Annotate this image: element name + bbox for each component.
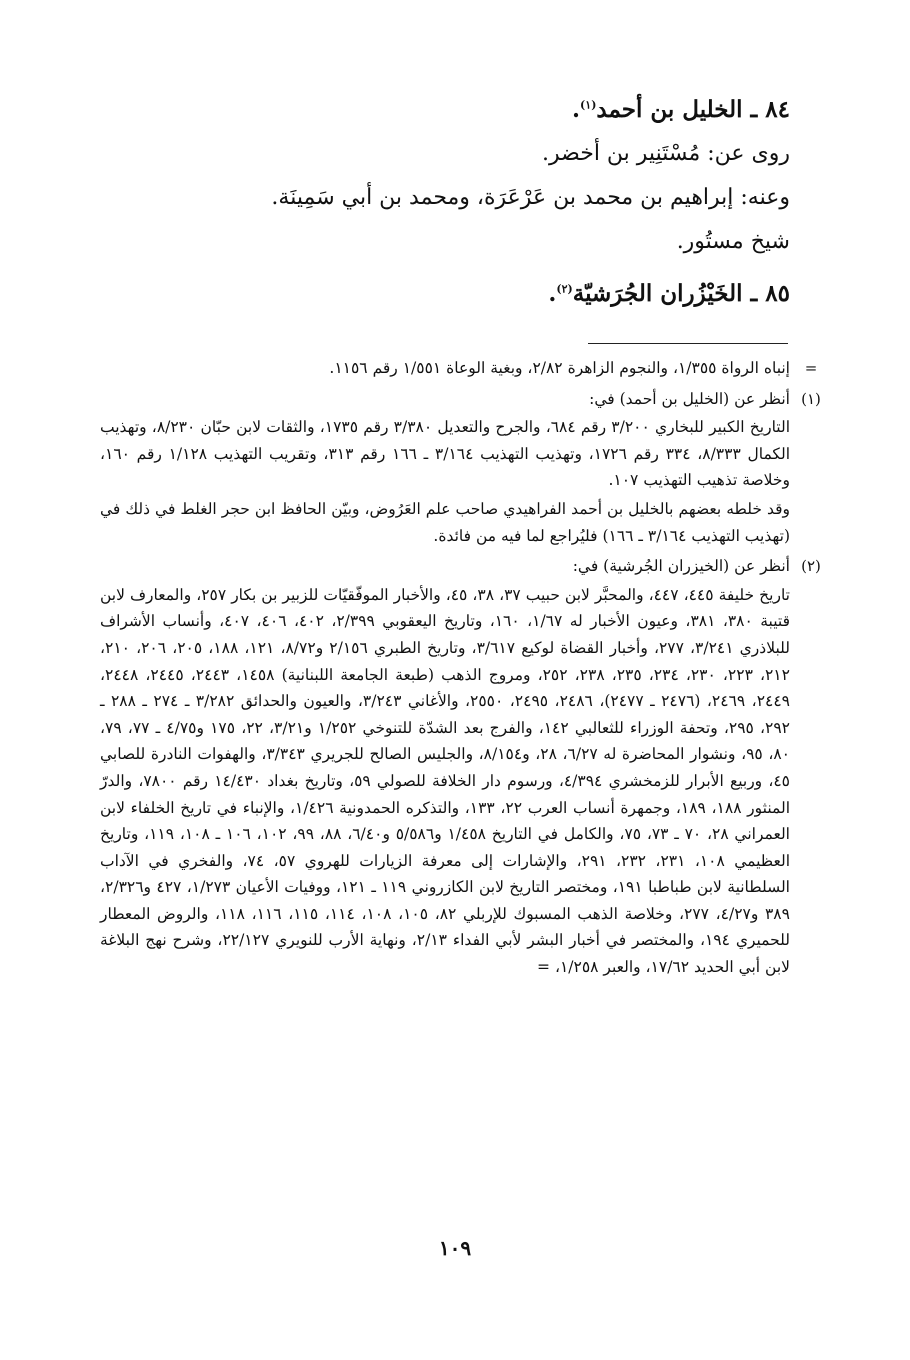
entry-84-title: ٨٤ ـ الخليل بن أحمد	[596, 96, 790, 123]
footnote-2-intro: أنظر عن (الخيزران الجُرشية) في:	[572, 557, 790, 576]
entry-85-title-end: .	[548, 280, 557, 307]
footnote-1-marker: (١)	[801, 389, 821, 408]
entry-85-heading	[110, 272, 790, 316]
entry-84-narrators: وعنه: إبراهيم بن محمد بن عَرْعَرَة، ومحمد بن أبي سَمِينَة.	[271, 185, 790, 210]
footnote-1-intro: أنظر عن (الخليل بن أحمد) في:	[589, 389, 790, 408]
footnote-separator	[588, 343, 788, 344]
footnote-1	[100, 386, 821, 550]
footnote-ref-2[interactable]: (٢)	[556, 282, 573, 296]
continuation-marker: =	[804, 359, 818, 377]
entry-84-narrated-from: روى عن: مُسْتَنِير بن أخضر.	[542, 141, 790, 166]
footnote-1-sources: التاريخ الكبير للبخاري ٣/٢٠٠ رقم ٦٨٤، والجرح والتعديل ٣/٣٨٠ رقم ١٧٣٥، والثقات لابن حبّان ٨/٢٣٠، وتهذيب الكمال ٨/٣٣٣، ٣٣٤ رقم ١٧٢٦، وتهذيب التهذيب ٣/١٦٤ ـ ١٦٦ رقم ٣١٣، وتقريب التهذيب ١/١٢٨ رقم ١٦٠، وخلاصة تذهيب التهذيب ١٠٧.	[100, 418, 791, 490]
entry-84-grade: شيخ مستُور.	[676, 229, 790, 254]
footnote-2-sources: تاريخ خليفة ٤٤٥، ٤٤٧، والمحبَّر لابن حبيب ٣٧، ٣٨، ٤٥، والأخبار الموفّقيّات للزبير بن بكار ٢٥٧، والمعارف لابن قتيبة ٣٨٠، ٣٨١، وعيون الأخبار له ١/٦٧، ١٦٠، وتاريخ اليعقوبي ٢/٣٩٩، ٤٠٢، ٤٠٦، ٤٠٧، وأنساب الأشراف للبلاذري ٣/٢٤١، ٢٧٧، وأخبار القضاة لوكيع ٣/٦١٧، وتاريخ الطبري ٢/١٥٦ و٨/٧٢، ١٢١، ١٨٨، ٢٠٥، ٢٠٦، ٢١٠، ٢١٢، ٢٢٣، ٢٣٠، ٢٣٤، ٢٣٥، ٢٣٨، ٢٥٢، ومروج الذهب (طبعة الجامعة اللبنانية) ١٤٥٨، ٢٤٤٣، ٢٤٤٥، ٢٤٤٨، ٢٤٤٩، ٢٤٦٩، (٢٤٧٦ ـ ٢٤٧٧)، ٢٤٨٦، ٢٤٩٥، ٢٥٥٠، والأغاني ٣/٢٤٣، والعيون والحدائق ٣/٢٨٢ ـ ٢٧٤ ـ ٢٨٨ ـ ٢٩٢، ٢٩٥، وتحفة الوزراء للثعالبي ١٤٢، والفرج بعد الشدّة للتنوخي ١/٢٥٢ و٣/٢١، ٢٢، ١٧٥ و٤/٧٥ ـ ٧٧، ٧٩، ٨٠، ٩٥، ونشوار المحاضرة له ٦/٢٧، ٢٨، و٨/١٥٤، والجليس الصالح للجريري ٣/٣٤٣، والهفوات النادرة للصابي ٤٥، وربيع الأبرار للزمخشري ٤/٣٩٤، ورسوم دار الخلافة للصولي ٥٩، وتاريخ بغداد ١٤/٤٣٠ رقم ٧٨٠٠، والدرّ المنثور ١٨٨، ١٨٩، وجمهرة أنساب العرب ٢٢، ١٣٣، والتذكره الحمدونية ١/٤٢٦، والإنباء في تاريخ الخلفاء لابن العمراني ٢٨، ٧٠ ـ ٧٣، ٧٥، والكامل في التاريخ ١/٤٥٨ و٥/٥٨٦ و٦/٤٠، ٨٨، ٩٩، ١٠٢، ١٠٦ ـ ١٠٨، ١١٩، وتاريخ العظيمي ١٠٨، ٢٣١، ٢٣٢، ٢٩١، والإشارات إلى معرفة الزيارات للهروي ٥٧، ٧٤، والفخري في الآداب السلطانية لابن طباطبا ١٩١، ومختصر التاريخ لابن الكازروني ١١٩ ـ ١٢١، ووفيات الأعيان ١/٢٧٣، ٤٢٧ و٢/٣٢٦، ٣٨٩ و٤/٢٧، ٢٧٧، وخلاصة الذهب المسبوك للإربلي ٨٢، ١٠٥، ١٠٨، ١١٤، ١١٥، ١١٦، ١١٨، والروض المعطار للحميري ١٩٤، والمختصر في أخبار البشر لأبي الفداء ٢/١٣، ونهاية الأرب للنويري ٢٢/١٢٧، وشرح نهج البلاغة لابن أبي الحديد ١٧/٦٢، والعبر ١/٢٥٨، =	[100, 585, 791, 977]
footnotes	[100, 355, 821, 985]
footnote-1-remark: وقد خلطه بعضهم بالخليل بن أحمد الفراهيدي صاحب علم العَرُوض، وبيّن الحافظ ابن حجر الغلط في ذلك في (تهذيب التهذيب ٣/١٦٤ ـ ١٦٦) فليُراجع لما فيه من فائدة.	[100, 499, 790, 545]
footnote-ref-1[interactable]: (١)	[580, 98, 597, 112]
page-number: ١٠٩	[438, 1236, 472, 1260]
continuation-text: إنباه الرواة ١/٣٥٥، والنجوم الزاهرة ٢/٨٢، وبغية الوعاة ١/٥٥١ رقم ١١٥٦.	[329, 359, 790, 377]
footnote-continuation	[100, 355, 818, 382]
entry-84-heading	[110, 88, 790, 132]
footnote-2-marker: (٢)	[801, 557, 821, 576]
entry-85-title: ٨٥ ـ الخَيْزُران الجُرَشيّة	[572, 280, 790, 307]
entry-84-title-end: .	[572, 96, 581, 123]
footnote-2	[100, 553, 821, 981]
biography-entries	[110, 88, 790, 316]
